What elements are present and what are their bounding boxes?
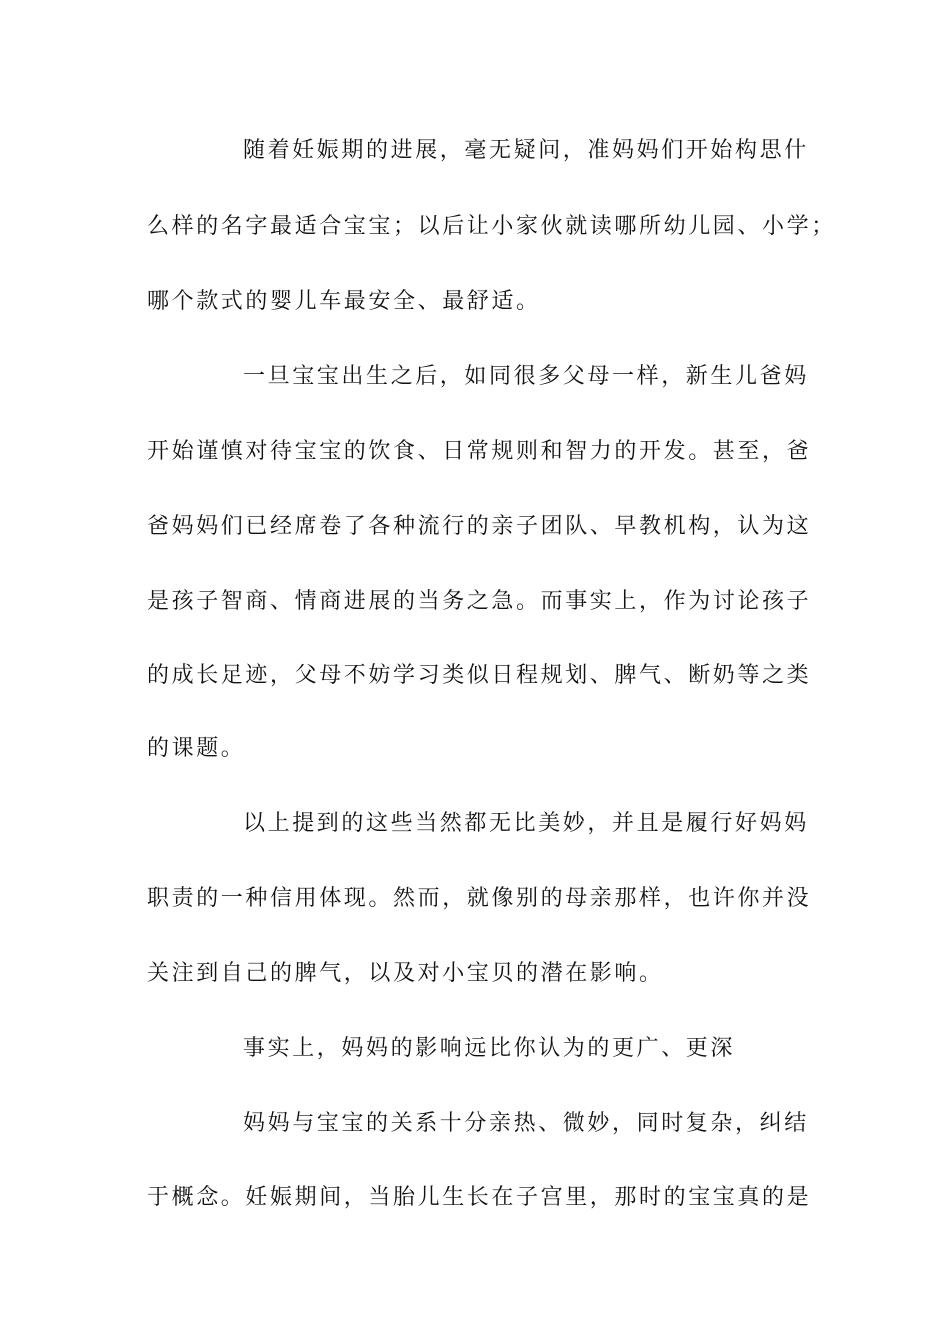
paragraph-line: 是孩子智商、情商进展的当务之急。而事实上，作为讨论孩子 <box>147 589 812 614</box>
paragraph-line: 关注到自己的脾气，以及对小宝贝的潜在影响。 <box>147 961 664 986</box>
section-heading: 事实上，妈妈的影响远比你认为的更广、更深 <box>243 1036 736 1061</box>
paragraph-line: 妈妈与宝宝的关系十分亲热、微妙，同时复杂，纠结 <box>243 1111 809 1136</box>
paragraph-line: 职责的一种信用体现。然而，就像别的母亲那样，也许你并没 <box>147 886 812 911</box>
paragraph-line: 的课题。 <box>147 736 246 761</box>
paragraph-line: 于概念。妊娠期间，当胎儿生长在子宫里，那时的宝宝真的是 <box>147 1185 812 1210</box>
paragraph-line: 开始谨慎对待宝宝的饮食、日常规则和智力的开发。甚至，爸 <box>147 439 812 464</box>
paragraph-line: 的成长足迹，父母不妨学习类似日程规划、脾气、断奶等之类 <box>147 663 812 688</box>
paragraph-line: 以上提到的这些当然都无比美妙，并且是履行好妈妈 <box>243 811 809 836</box>
paragraph-line: 一旦宝宝出生之后，如同很多父母一样，新生儿爸妈 <box>243 364 809 389</box>
paragraph-line: 哪个款式的婴儿车最安全、最舒适。 <box>147 289 541 314</box>
paragraph-line: 么样的名字最适合宝宝；以后让小家伙就读哪所幼儿园、小学； <box>147 214 836 239</box>
paragraph-line: 爸妈妈们已经席卷了各种流行的亲子团队、早教机构，认为这 <box>147 514 812 539</box>
paragraph-line: 随着妊娠期的进展，毫无疑问，准妈妈们开始构思什 <box>243 138 809 163</box>
